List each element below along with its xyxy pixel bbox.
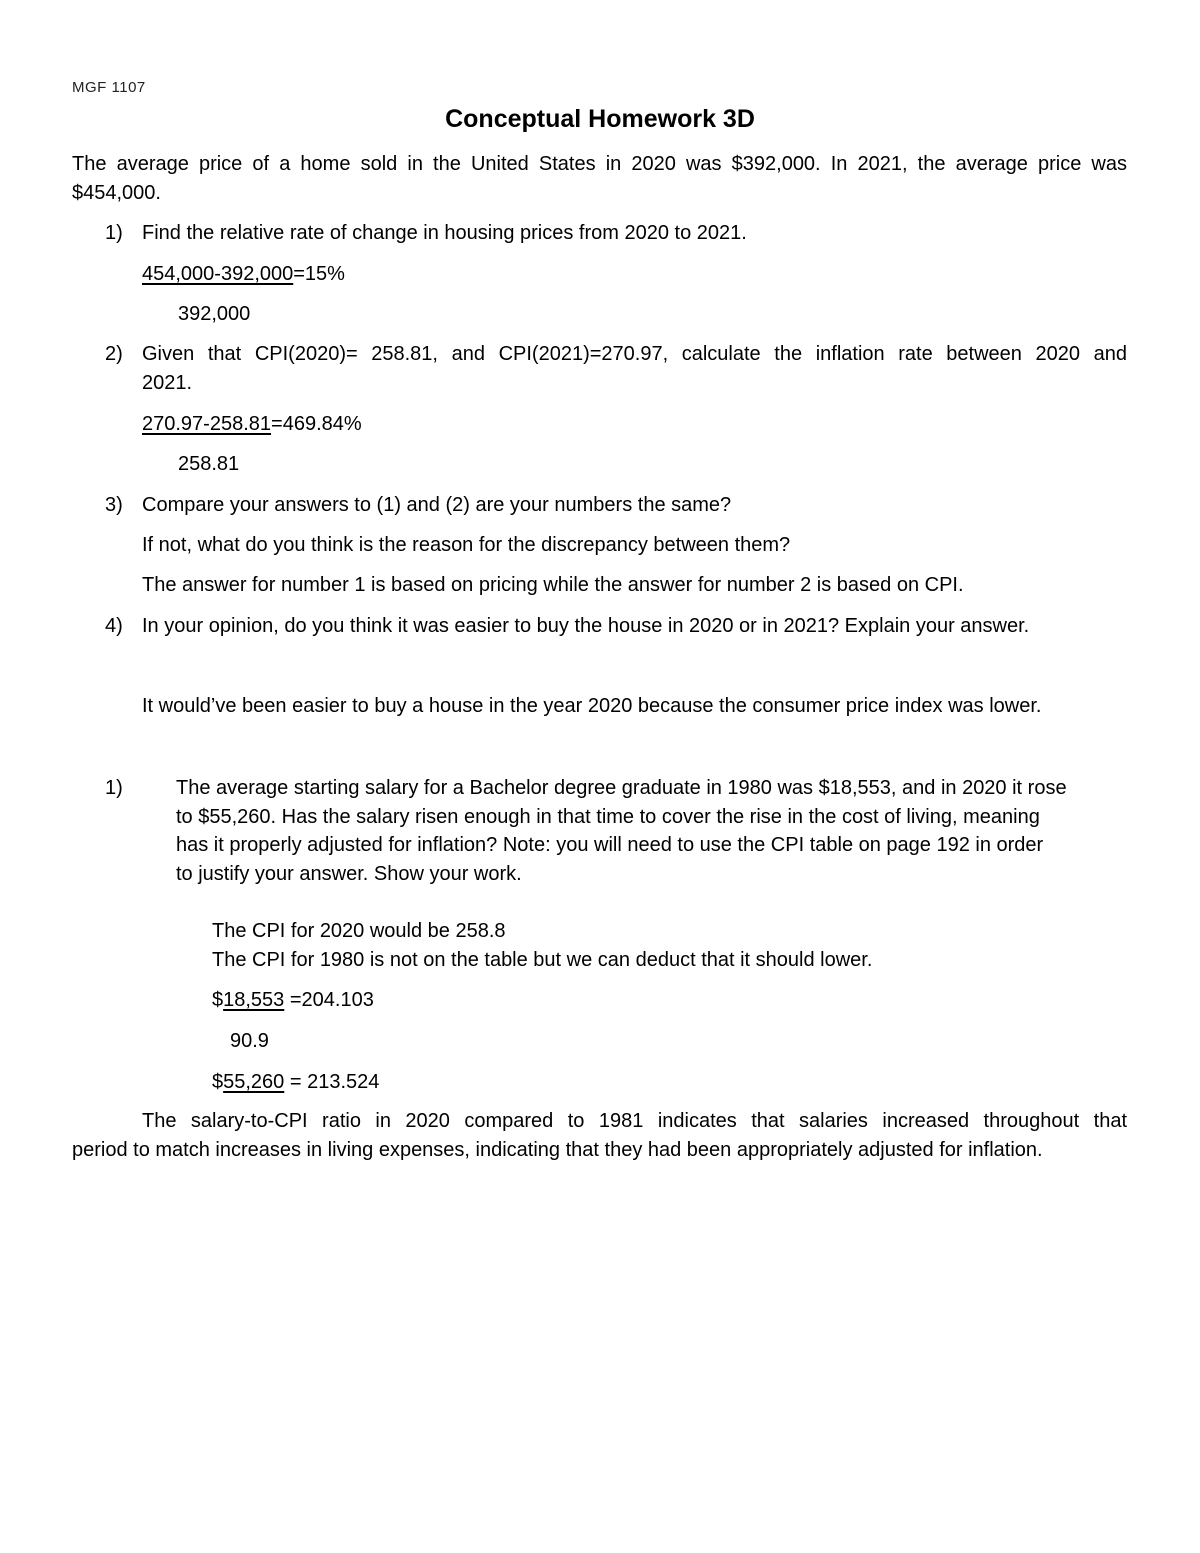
fraction-1-dollar: $ (212, 989, 224, 1011)
intro-line-2: $454,000. (72, 182, 161, 204)
question-number: 2) (105, 343, 123, 365)
question-number: 3) (105, 494, 123, 516)
question-5-line-3: has it properly adjusted for inflation? Note: you will need to use the CPI table on page 192 in order (176, 834, 1044, 856)
answer-2-result: =469.84% (271, 413, 362, 435)
answer-4-text: It would’ve been easier to buy a house in the year 2020 because the consumer price index was lower. (142, 695, 1042, 717)
answer-2-fraction (142, 412, 362, 436)
question-3-line-2: If not, what do you think is the reason for the discrepancy between them? (142, 534, 791, 556)
question-4-text: In your opinion, do you think it was easier to buy the house in 2020 or in 2021? Explain your answer. (142, 615, 1030, 637)
question-5-line-4: to justify your answer. Show your work. (176, 863, 522, 885)
answer-1-denominator: 392,000 (178, 303, 251, 325)
answer-2-denominator: 258.81 (178, 453, 240, 475)
fraction-1-result: =204.103 (284, 989, 374, 1011)
question-5-line-2: to $55,260. Has the salary risen enough in that time to cover the rise in the cost of living, meaning (176, 806, 1040, 828)
question-3-line-1: Compare your answers to (1) and (2) are your numbers the same? (142, 494, 732, 516)
answer-2-numerator: 270.97-258.81 (142, 413, 272, 435)
question-number: 1) (105, 222, 123, 244)
course-code: MGF 1107 (72, 79, 146, 96)
answer-1-result: =15% (293, 263, 345, 285)
work-line-2: The CPI for 1980 is not on the table but we can deduct that it should lower. (212, 949, 873, 971)
fraction-1-numerator: 18,553 (223, 989, 285, 1011)
question-1-text: Find the relative rate of change in housing prices from 2020 to 2021. (142, 222, 747, 244)
question-2-line-1: Given that CPI(2020)= 258.81, and CPI(2021)=270.97, calculate the inflation rate between 2020 and (142, 343, 1127, 365)
fraction-2-result: = 213.524 (284, 1071, 380, 1093)
answer-3-text: The answer for number 1 is based on pricing while the answer for number 2 is based on CPI. (142, 574, 964, 596)
work-line-1: The CPI for 2020 would be 258.8 (212, 920, 506, 942)
conclusion-line-1: The salary-to-CPI ratio in 2020 compared to 1981 indicates that salaries increased throughout that (142, 1110, 1127, 1132)
page-title: Conceptual Homework 3D (445, 105, 755, 133)
question-2-line-2: 2021. (142, 372, 193, 394)
intro-line-1: The average price of a home sold in the United States in 2020 was $392,000. In 2021, the average price was (72, 153, 1127, 175)
fraction-2-numerator: 55,260 (223, 1071, 285, 1093)
conclusion-line-2: period to match increases in living expenses, indicating that they had been appropriately adjusted for inflation. (72, 1139, 1043, 1161)
question-number: 4) (105, 615, 123, 637)
fraction-1 (212, 988, 374, 1012)
question-number: 1) (105, 777, 123, 799)
question-5-line-1: The average starting salary for a Bachelor degree graduate in 1980 was $18,553, and in 2020 it rose (176, 777, 1067, 799)
answer-1-numerator: 454,000-392,000 (142, 263, 294, 285)
fraction-2 (212, 1070, 379, 1094)
answer-1-fraction (142, 262, 345, 286)
fraction-2-dollar: $ (212, 1071, 224, 1093)
fraction-denominator: 90.9 (230, 1030, 269, 1052)
